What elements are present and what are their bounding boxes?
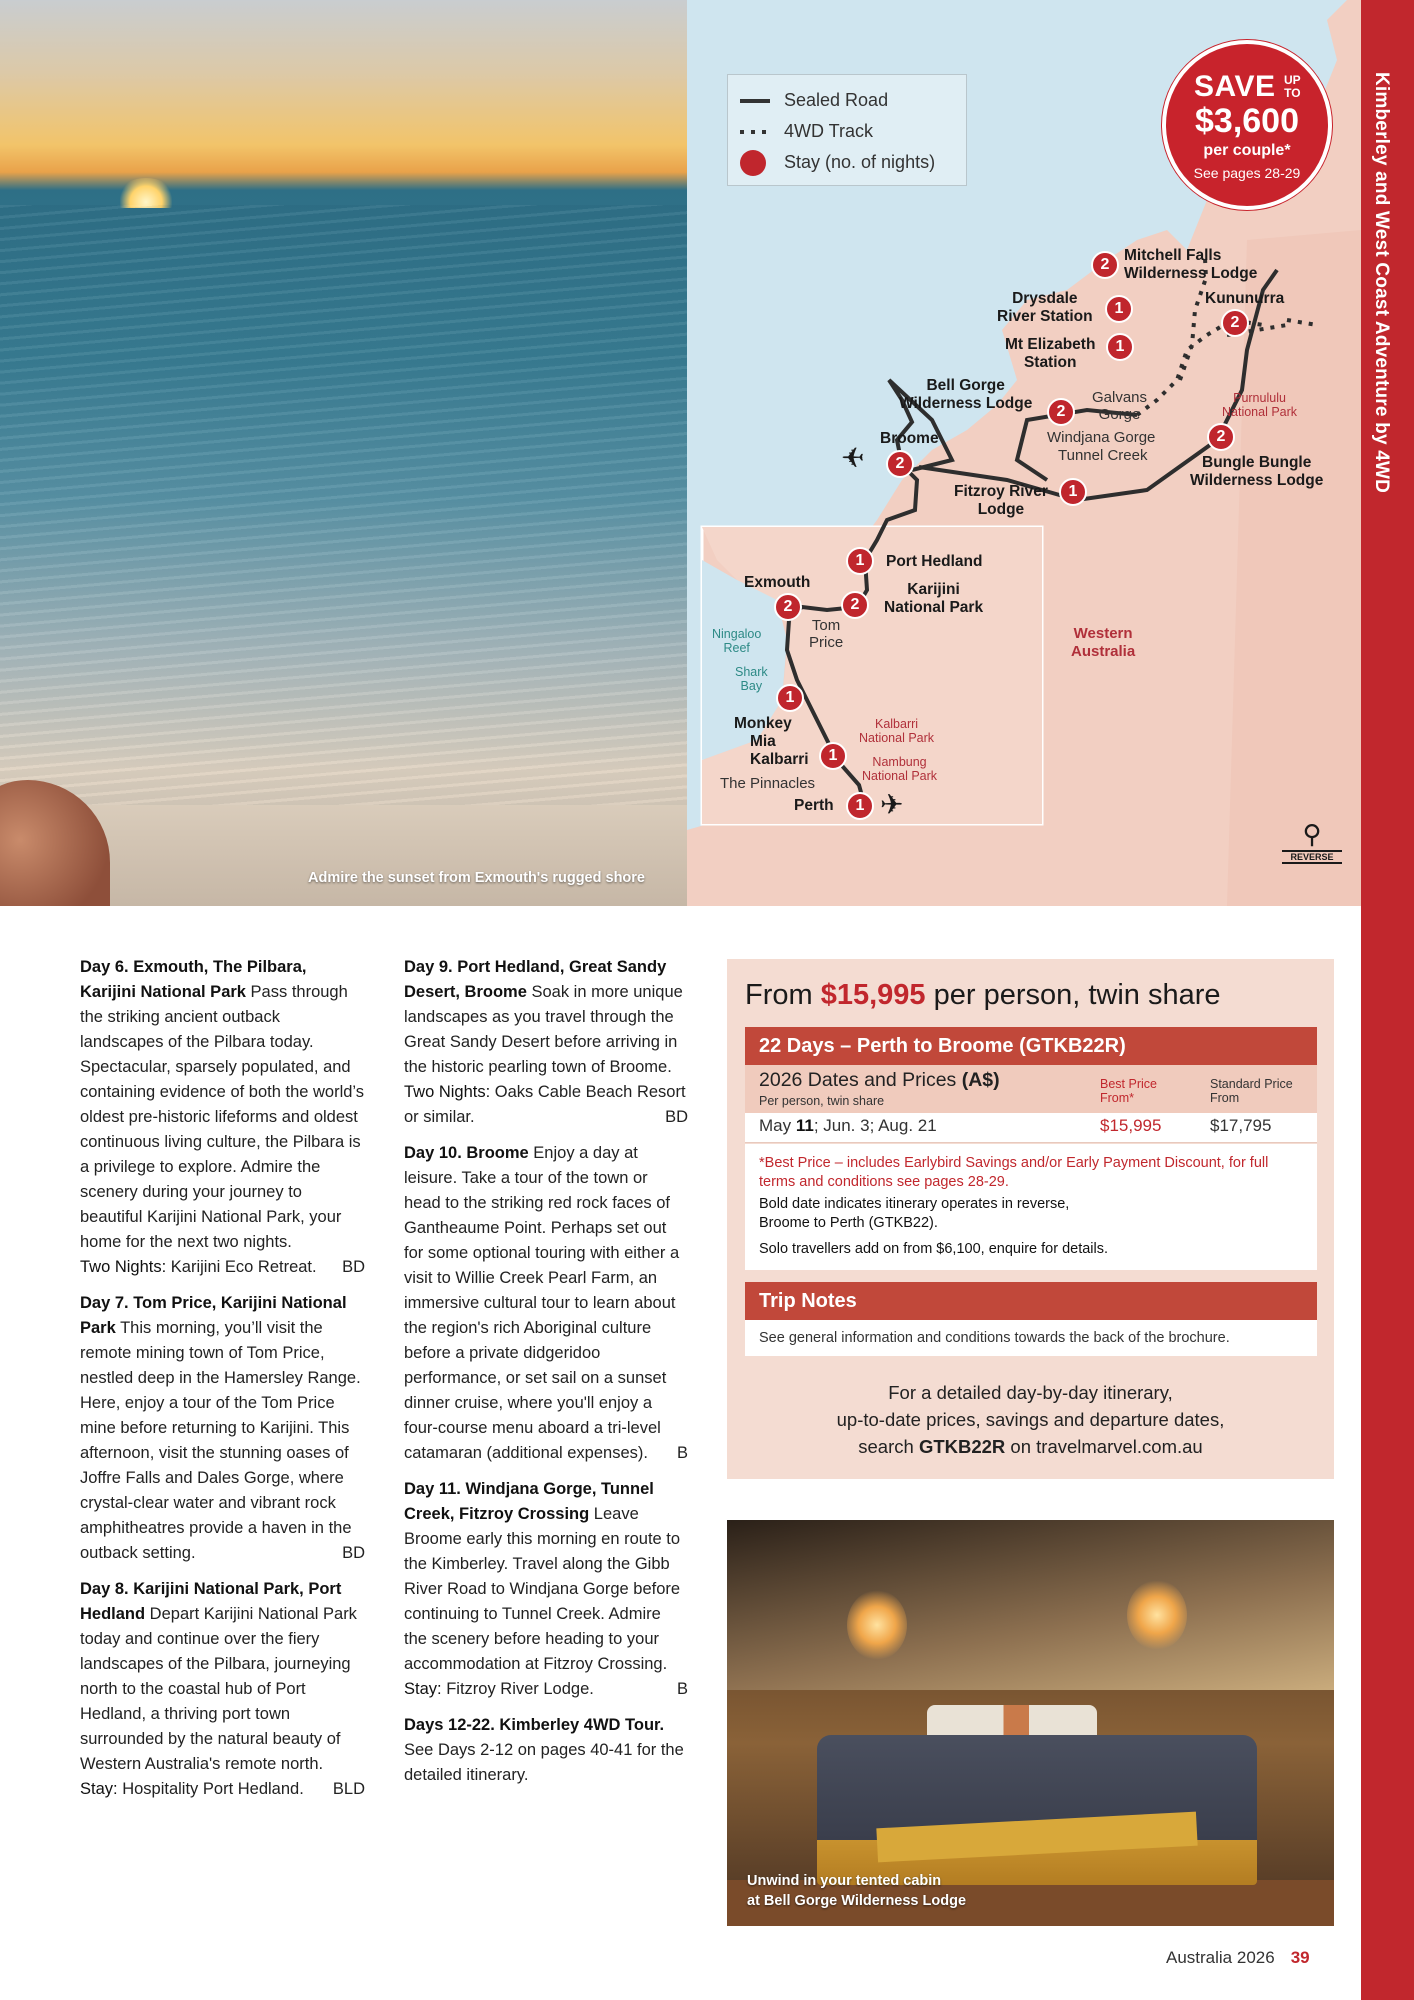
stay-marker-kununurra: 2 — [1221, 309, 1249, 337]
legend-stay-label: Stay (no. of nights) — [784, 152, 936, 172]
day-10 — [404, 1141, 688, 1466]
stay-marker-port-hedland: 1 — [846, 547, 874, 575]
day-12-title: Days 12-22. Kimberley 4WD Tour. — [404, 1716, 665, 1734]
stay-dot-icon — [740, 150, 766, 176]
bed — [817, 1735, 1257, 1885]
track-dots-icon — [740, 130, 770, 134]
bed-caption-2: at Bell Gorge Wilderness Lodge — [747, 1893, 967, 1909]
side-title: Kimberley and West Coast Adventure by 4WD — [1371, 72, 1392, 494]
legend-stay — [740, 147, 954, 178]
day-8-stay-label: Stay: — [80, 1780, 118, 1798]
day-10-text: Enjoy a day at leisure. Take a tour of the town or head to the striking red rock faces of Gantheaume Point. Perhaps set out for some optional touring with either a visit to Willie Creek Pearl Farm, an immersive cultural tour to learn about the region's rich Aboriginal culture before a private didgeridoo performance, or set sail on a sunset dinner cruise, where you'll enjoy a four-course menu aboard a tri-level catamaran (additional expenses). — [404, 1144, 680, 1462]
day-6-meals: BD — [342, 1258, 365, 1276]
stay-marker-monkey-mia: 1 — [776, 684, 804, 712]
label-western-australia: Western Australia — [1071, 625, 1136, 660]
stay-marker-bell-gorge: 2 — [1047, 398, 1075, 426]
label-bungle: Bungle Bungle Wilderness Lodge — [1190, 454, 1324, 489]
itinerary-column-2 — [404, 955, 688, 1799]
lamp-right — [1127, 1580, 1187, 1650]
label-purnululu: Purnululu National Park — [1222, 391, 1298, 419]
best-price-note: *Best Price – includes Earlybird Savings and/or Early Payment Discount, for full terms and conditions see pages 28-29. — [759, 1155, 1269, 1190]
label-tunnel: Tunnel Creek — [1058, 447, 1148, 464]
lamp-left — [847, 1590, 907, 1660]
day-6-title: Day 6. Exmouth, The Pilbara, Karijini National Park — [80, 958, 307, 1001]
label-kalbarri: Kalbarri — [750, 751, 809, 768]
solo-note: Solo travellers add on from $6,100, enquire for details. — [759, 1241, 1109, 1257]
best-price-value: $15,995 — [1100, 1116, 1162, 1135]
label-drysdale: Drysdale River Station — [997, 290, 1093, 325]
reverse-badge — [1282, 820, 1342, 864]
day-9-title: Day 9. Port Hedland, Great Sandy Desert, Broome — [404, 958, 667, 1001]
footer-label: Australia 2026 — [1166, 1948, 1275, 1967]
day-8 — [80, 1577, 365, 1802]
day-8-stay: Hospitality Port Hedland. — [117, 1780, 304, 1798]
reverse-note-2: Broome to Perth (GTKB22). — [759, 1215, 938, 1231]
sunset-photo — [0, 0, 687, 906]
tented-cabin-photo — [727, 1520, 1334, 1926]
tour-code-bar: 22 Days – Perth to Broome (GTKB22R) — [745, 1027, 1317, 1065]
label-karijini: Karijini National Park — [884, 581, 984, 616]
label-broome: Broome — [880, 430, 939, 447]
label-ningaloo: Ningaloo Reef — [712, 627, 762, 655]
from-amount: $15,995 — [820, 979, 926, 1011]
plane-icon-broome: ✈ — [841, 441, 865, 472]
day-7-title: Day 7. Tom Price, Karijini National Park — [80, 1294, 347, 1337]
label-kalbarri-np: Kalbarri National Park — [859, 717, 935, 745]
save-label: SAVE — [1194, 70, 1276, 103]
dates-header — [745, 1065, 1317, 1113]
search-note-1: For a detailed day-by-day itinerary, — [888, 1382, 1173, 1403]
bed-caption-1: Unwind in your tented cabin — [747, 1873, 942, 1889]
label-monkey-mia: Monkey Mia — [734, 715, 792, 750]
plane-icon-perth: ✈ — [880, 789, 904, 820]
day-6-stay: Karijini Eco Retreat. — [166, 1258, 317, 1276]
label-port-hedland: Port Hedland — [886, 553, 983, 570]
label-shark-bay: Shark Bay — [735, 665, 768, 693]
road-line-icon — [740, 99, 770, 103]
day-8-meals: BLD — [332, 1780, 365, 1798]
trip-notes-bar: Trip Notes — [745, 1282, 1317, 1320]
day-12-text: See Days 2-12 on pages 40-41 for the detailed itinerary. — [404, 1741, 684, 1784]
stay-marker-broome: 2 — [886, 450, 914, 478]
day-6-text: Pass through the striking ancient outback landscapes of the Pilbara today. Spectacular, sparsely populated, and containing evidence of both the world’s oldest pre-historic lifeforms and oldest continuous living culture, the Pilbara is a privilege to explore. Admire the scenery during your journey to beautiful Karijini National Park, your home for the next two nights. — [80, 983, 365, 1251]
label-exmouth: Exmouth — [744, 574, 811, 591]
best-price-header: Best Price From* — [1100, 1077, 1157, 1105]
stay-marker-kalbarri: 1 — [819, 742, 847, 770]
search-code: GTKB22R — [918, 1436, 1006, 1457]
reverse-label: REVERSE — [1282, 850, 1342, 864]
sun — [120, 178, 172, 208]
day-7 — [80, 1291, 365, 1566]
label-elizabeth: Mt Elizabeth Station — [1005, 336, 1096, 371]
departure-dates: May 11; Jun. 3; Aug. 21 — [759, 1116, 937, 1135]
day-9-stay: Oaks Cable Beach Resort or similar. — [404, 1083, 686, 1126]
search-note-2: up-to-date prices, savings and departure dates, — [836, 1409, 1225, 1430]
from-price: From $15,995 per person, twin share — [745, 979, 1221, 1011]
label-kununurra: Kununurra — [1205, 290, 1285, 307]
label-windjana: Windjana Gorge — [1047, 429, 1156, 446]
search-note — [727, 1379, 1334, 1460]
day-9-meals: BD — [665, 1108, 688, 1126]
search-note-3: search GTKB22R on travelmarvel.com.au — [858, 1436, 1203, 1457]
label-pinnacles: The Pinnacles — [720, 775, 816, 792]
standard-price-value: $17,795 — [1210, 1116, 1272, 1135]
itinerary-column-1 — [80, 955, 365, 1813]
label-galvans: Galvans Gorge — [1092, 389, 1148, 423]
price-notes — [745, 1144, 1317, 1270]
tent-roof — [727, 1520, 1334, 1690]
day-11-text: Leave Broome early this morning en route to the Kimberley. Travel along the Gibb River Road to Windjana Gorge before continuing to Tunnel Creek. Admire the scenery before heading to your accommodation at Fitzroy Crossing. — [404, 1505, 681, 1673]
dates-title: 2026 Dates and Prices (A$) — [759, 1069, 1000, 1091]
trip-notes-panel — [745, 1320, 1317, 1356]
label-fitzroy: Fitzroy River Lodge — [954, 483, 1048, 518]
reverse-note-1: Bold date indicates itinerary operates in reverse, — [759, 1196, 1070, 1212]
day-11 — [404, 1477, 688, 1702]
map-legend — [727, 74, 967, 186]
day-7-text: This morning, you’ll visit the remote mining town of Tom Price, nestled deep in the Hamersley Range. Here, enjoy a tour of the Tom Price mine before returning to Karijini. This afternoon, visit the stunning oases of Joffre Falls and Dales Gorge, where crystal-clear water and vibrant rock amphitheatres provide a haven in the outback setting. — [80, 1319, 361, 1562]
legend-track-label: 4WD Track — [784, 121, 874, 141]
day-11-title: Day 11. Windjana Gorge, Tunnel Creek, Fitzroy Crossing — [404, 1480, 654, 1523]
stay-marker-karijini: 2 — [841, 591, 869, 619]
day-11-stay: Fitzroy River Lodge. — [441, 1680, 594, 1698]
legend-sealed-road-label: Sealed Road — [784, 90, 889, 110]
stay-marker-drysdale: 1 — [1105, 295, 1133, 323]
day-9-stay-label: Two Nights: — [404, 1083, 491, 1101]
save-badge — [1162, 40, 1332, 210]
page-footer — [1166, 1948, 1310, 1968]
label-nambung: Nambung National Park — [862, 755, 938, 783]
map-pin-icon: ⚲ — [1302, 819, 1322, 849]
day-7-meals: BD — [342, 1544, 365, 1562]
route-map — [687, 0, 1361, 906]
legend-4wd-track — [740, 116, 954, 147]
save-see-pages: See pages 28-29 — [1193, 165, 1301, 181]
label-perth: Perth — [794, 797, 834, 814]
day-6-stay-label: Two Nights: — [80, 1258, 167, 1276]
save-upto: UP TO — [1284, 73, 1301, 100]
label-bell-gorge: Bell Gorge Wilderness Lodge — [899, 377, 1033, 412]
day-10-meals: B — [676, 1444, 688, 1462]
day-6 — [80, 955, 365, 1280]
day-10-title: Day 10. Broome — [404, 1144, 529, 1162]
label-tom-price: Tom Price — [809, 617, 844, 651]
stay-marker-bungle: 2 — [1207, 423, 1235, 451]
price-row — [745, 1113, 1317, 1143]
standard-price-header: Standard Price From — [1210, 1077, 1293, 1105]
page-number: 39 — [1290, 1948, 1310, 1967]
legend-sealed-road — [740, 85, 954, 116]
save-amount: $3,600 — [1195, 102, 1299, 140]
save-per: per couple* — [1203, 142, 1291, 159]
day-11-meals: B — [676, 1680, 688, 1698]
label-mitchell: Mitchell Falls Wilderness Lodge — [1124, 247, 1258, 282]
bed-caption — [747, 1871, 966, 1911]
price-box — [727, 959, 1334, 1479]
trip-notes-text: See general information and conditions towards the back of the brochure. — [759, 1330, 1230, 1346]
day-9-text: Soak in more unique landscapes as you travel through the Great Sandy Desert before arriving in the historic pearling town of Broome. — [404, 983, 683, 1076]
sea-ripples — [0, 205, 687, 805]
day-8-title: Day 8. Karijini National Park, Port Hedland — [80, 1580, 342, 1623]
stay-marker-mitchell: 2 — [1091, 251, 1119, 279]
day-12-22 — [404, 1713, 688, 1788]
stay-marker-exmouth: 2 — [774, 593, 802, 621]
dates-subtitle: Per person, twin share — [759, 1094, 885, 1108]
stay-marker-perth: 1 — [846, 792, 874, 820]
stay-marker-fitzroy: 1 — [1059, 478, 1087, 506]
day-8-text: Depart Karijini National Park today and continue over the fiery landscapes of the Pilbara, journeying north to the coastal hub of Port Hedland, a thriving port town surrounded by the natural beauty of Western Australia's remote north. — [80, 1605, 357, 1773]
stay-marker-elizabeth: 1 — [1106, 333, 1134, 361]
photo-caption: Admire the sunset from Exmouth's rugged shore — [308, 870, 645, 886]
day-11-stay-label: Stay: — [404, 1680, 442, 1698]
day-9 — [404, 955, 688, 1130]
